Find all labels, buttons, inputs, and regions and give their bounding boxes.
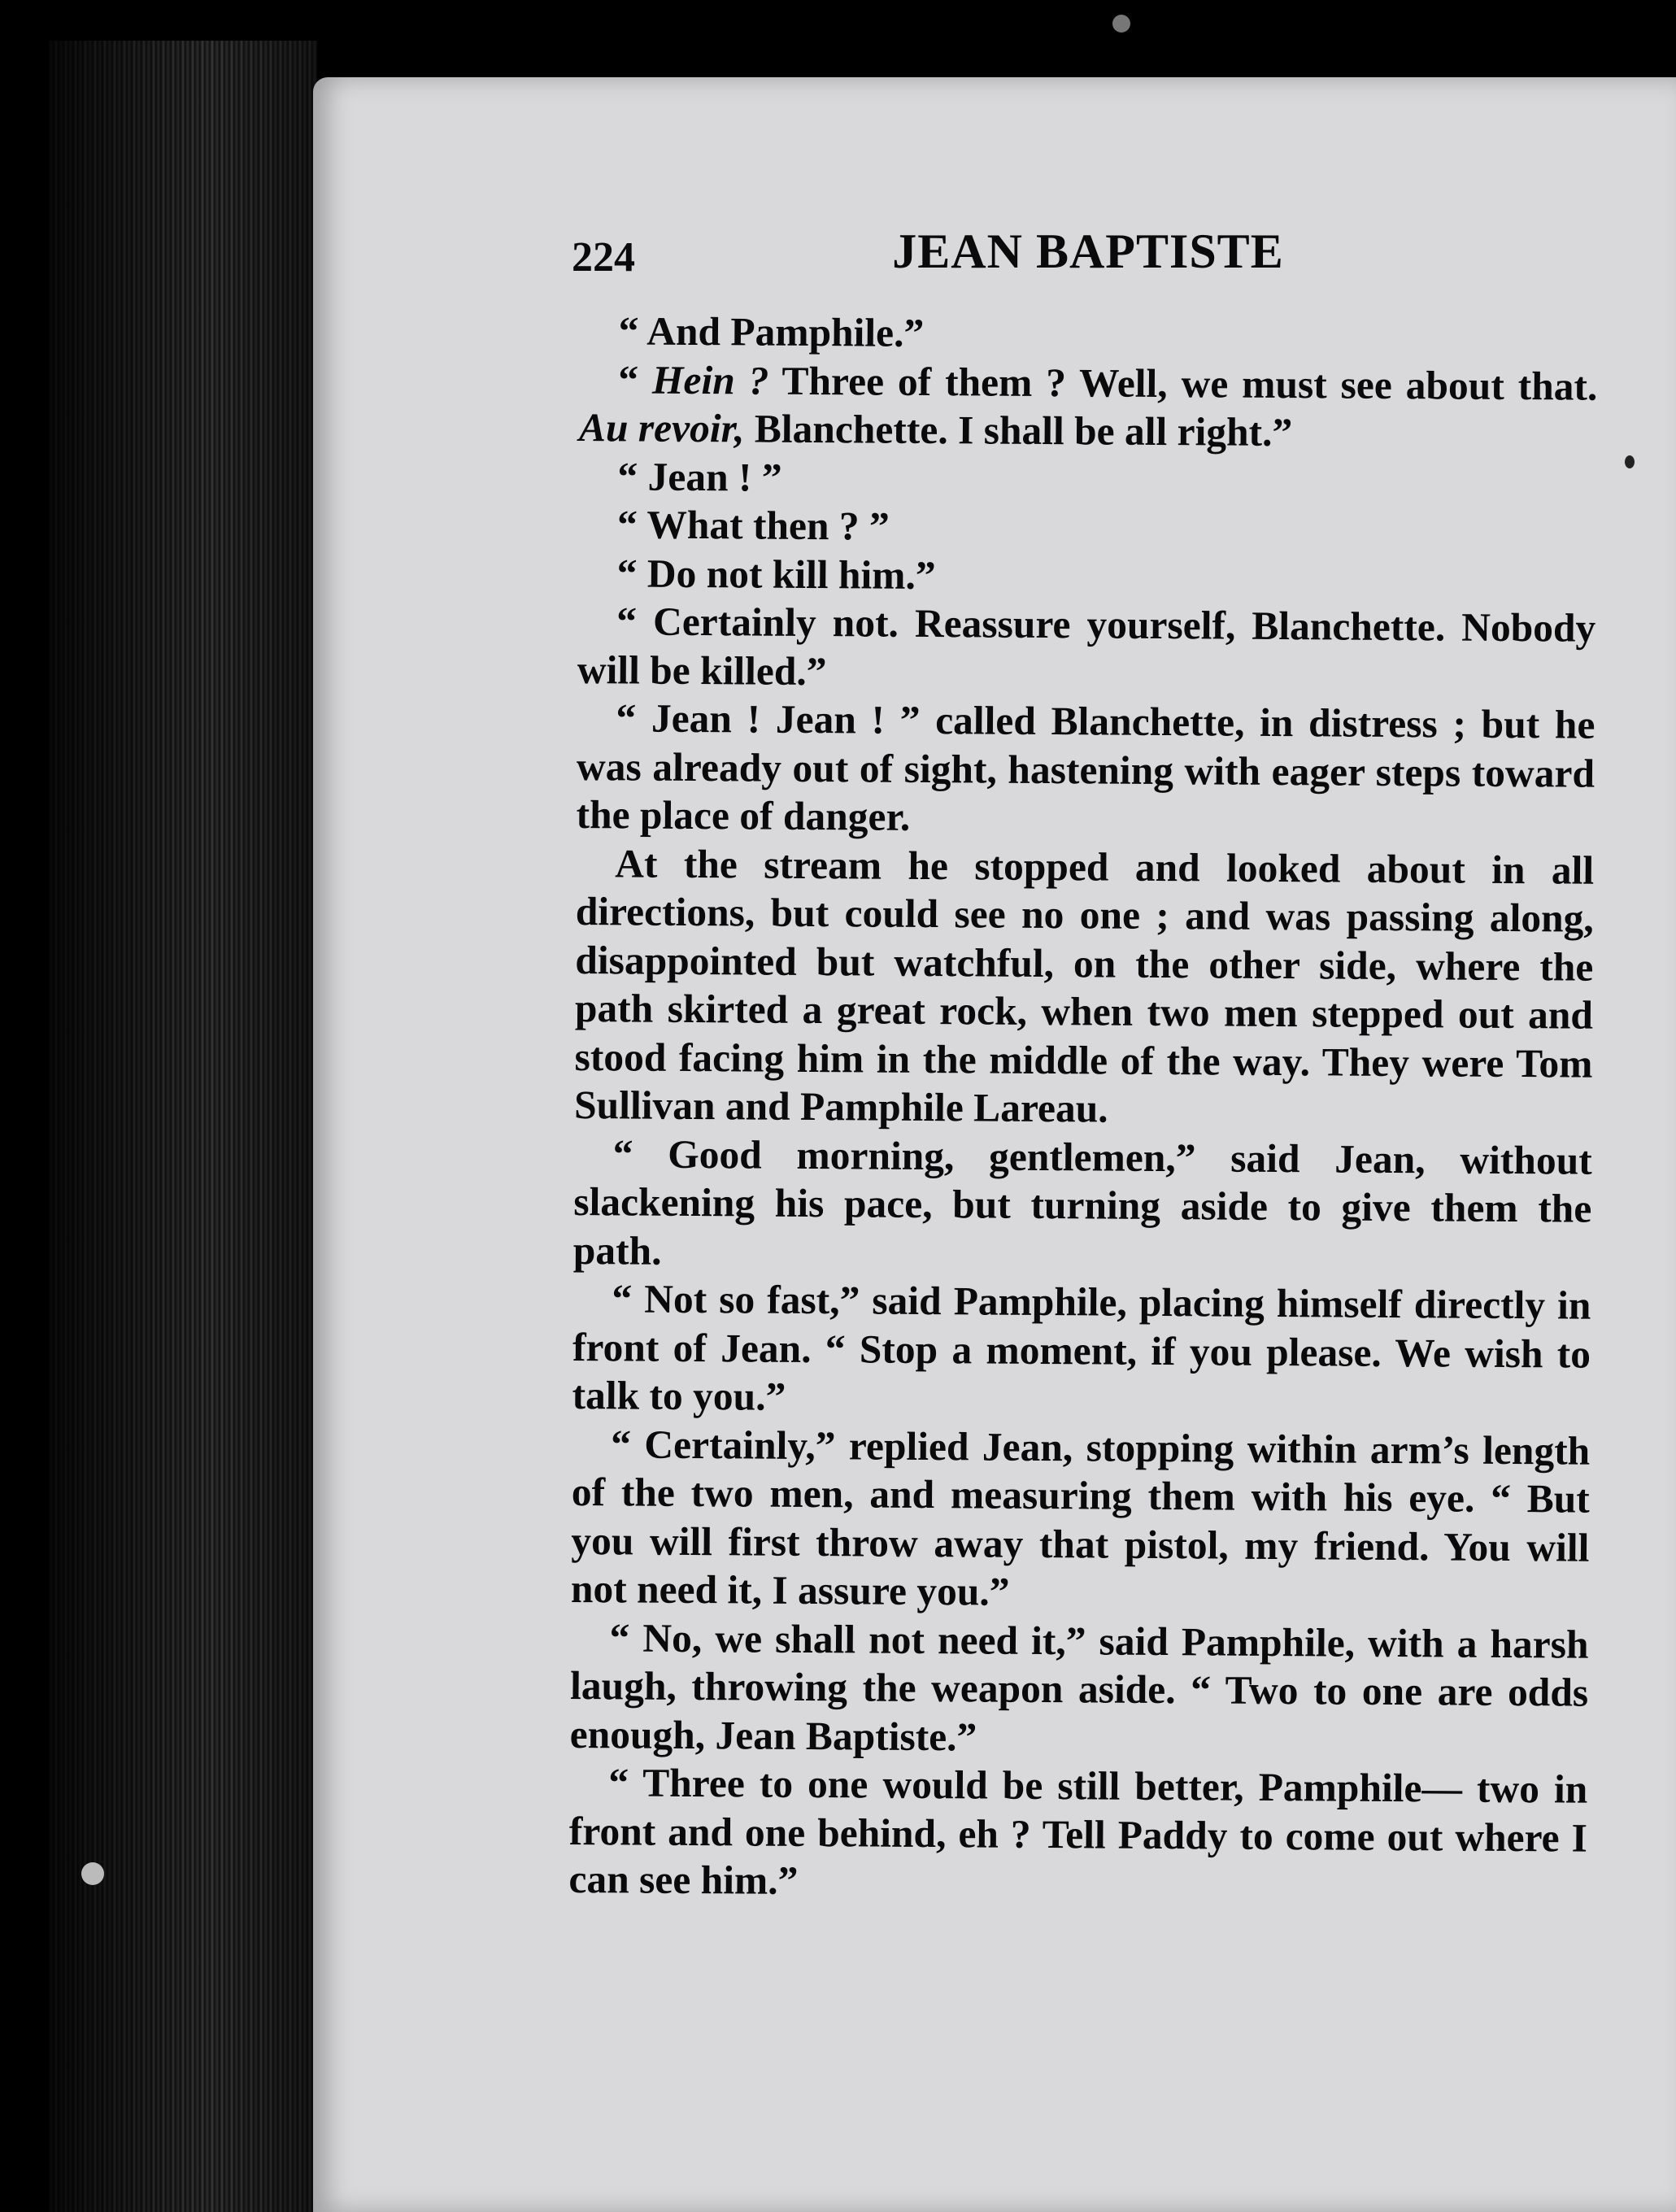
dust-speck [1112,15,1130,33]
paragraph: “ What then ? ” [616,502,890,549]
paragraph: “ Not so fast,” said Pamphile, placing himself directly in front of Jean. “ Stop a moment, if you please. We wish to talk to you.” [572,1276,1591,1419]
dust-speck [81,1862,104,1885]
dust-speck [1625,455,1635,468]
book-page [313,77,1676,2212]
book-page-edges [49,41,317,2212]
text-run: Blanchette. I shall be all right.” [744,406,1293,455]
paragraph: “ Three to one would be still better, Pamphile— two in front and one behind, eh ? Tell Paddy to come out where I can see him.” [568,1760,1588,1903]
paragraph: “ No, we shall not need it,” said Pamphile, with a harsh laugh, throwing the weapon aside. “ Two to one are odds enough, Jean Baptiste.” [569,1614,1589,1759]
italic-text: Au revoir, [578,404,745,451]
page-number: 224 [572,234,635,281]
body-text [568,307,1598,1910]
running-head: JEAN BAPTISTE [892,224,1284,278]
paragraph: “ Do not kill him.” [616,550,936,598]
paragraph: “ And Pamphile.” [618,308,925,355]
paragraph: At the stream he stopped and looked about in all directions, but could see no one ; and was passing along, disappointed but watchful, on the other side, where the path skirted a great rock, when two men stepped out and stood facing him in the middle of the way. They were Tom Sullivan and Pamphile Lareau. [573,840,1595,1131]
paragraph: “ Good morning, gentlemen,” said Jean, without slackening his pace, but turning aside to give them the path. [572,1130,1592,1274]
paragraph: “ Certainly not. Reassure yourself, Blanchette. Nobody will be killed.” [577,599,1596,694]
paragraph: “ Certainly,” replied Jean, stopping within arm’s length of the two men, and measuring them with his eye. “ But you will first throw away that pistol, my friend. You will not need it, I assure you.” [570,1421,1591,1614]
paragraph [579,355,1598,459]
paragraph: “ Jean ! Jean ! ” called Blanchette, in distress ; but he was already out of sight, hastening with eager steps toward the place of danger. [576,695,1595,839]
paragraph: “ Jean ! ” [617,453,782,500]
page-header [572,224,1580,289]
italic-text: Hein ? [651,357,769,403]
text-run: “ [618,356,653,403]
text-run: Three of them ? Well, we must see about that. [768,358,1598,409]
